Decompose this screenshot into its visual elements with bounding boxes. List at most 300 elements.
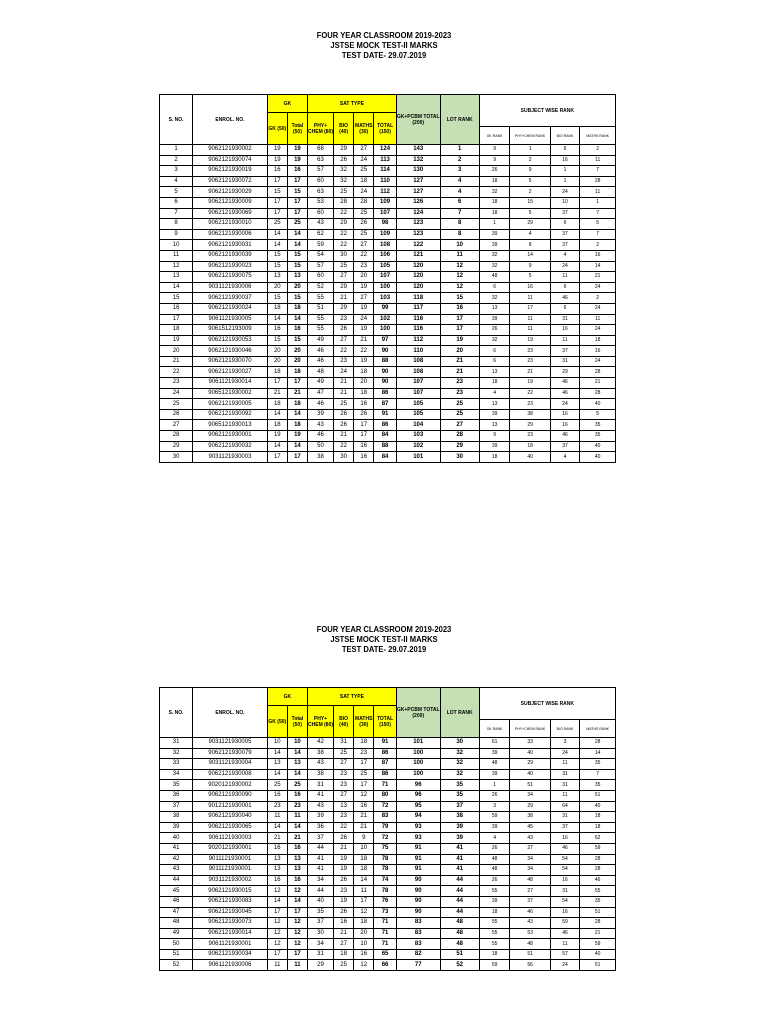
table-row — [160, 208, 616, 219]
cell-phy-chem-rank: 14 — [510, 250, 550, 261]
cell-phy-chem-rank: 15 — [510, 197, 550, 208]
cell-gk-rank: 9 — [479, 155, 510, 166]
cell-bio-rank: 24 — [550, 960, 580, 971]
table-row — [160, 939, 616, 950]
cell-lot-rank: 16 — [440, 303, 479, 314]
title-line-3: TEST DATE- 29.07.2019 — [341, 51, 427, 60]
cell-phy-chem: 59 — [308, 240, 334, 251]
cell-bio: 32 — [334, 176, 354, 187]
cell-gk-total: 14 — [287, 240, 307, 251]
cell-sno: 43 — [160, 865, 193, 876]
cell-enrol-no: 9065121930013 — [193, 420, 268, 431]
cell-bio-rank: 46 — [550, 388, 580, 399]
cell-sno: 26 — [160, 409, 193, 420]
cell-sat-total: 65 — [374, 949, 397, 960]
cell-gk-rank: 61 — [479, 738, 510, 749]
cell-enrol-no: 9012121930001 — [193, 801, 268, 812]
cell-phy-chem: 53 — [308, 197, 334, 208]
cell-phy-chem: 51 — [308, 303, 334, 314]
cell-gk-total: 14 — [287, 229, 307, 240]
cell-gk-pcbm-total: 108 — [396, 367, 440, 378]
cell-maths: 27 — [354, 240, 374, 251]
cell-maths: 16 — [354, 441, 374, 452]
cell-gk-rank: 48 — [479, 272, 510, 283]
cell-bio: 29 — [334, 219, 354, 230]
cell-gk: 14 — [267, 769, 287, 780]
cell-gk-pcbm-total: 91 — [396, 843, 440, 854]
cell-bio-rank: 31 — [550, 780, 580, 791]
cell-gk-rank: 59 — [479, 960, 510, 971]
cell-enrol-no: 9062121930014 — [193, 928, 268, 939]
cell-lot-rank: 48 — [440, 928, 479, 939]
cell-lot-rank: 10 — [440, 240, 479, 251]
cell-sno: 44 — [160, 875, 193, 886]
cell-maths-rank: 62 — [580, 833, 616, 844]
header-phy-chem-80: PHY+ CHEM (80) — [308, 706, 334, 738]
table-row — [160, 928, 616, 939]
cell-maths: 18 — [354, 738, 374, 749]
cell-enrol-no: 9062121930005 — [193, 399, 268, 410]
cell-maths: 22 — [354, 346, 374, 357]
table-row — [160, 738, 616, 749]
cell-gk: 12 — [267, 918, 287, 929]
cell-maths-rank: 28 — [580, 854, 616, 865]
cell-gk-pcbm-total: 100 — [396, 769, 440, 780]
cell-phy-chem: 60 — [308, 176, 334, 187]
cell-sat-total: 106 — [374, 250, 397, 261]
cell-lot-rank: 41 — [440, 843, 479, 854]
cell-enrol-no: 9062121930009 — [193, 197, 268, 208]
cell-sat-total: 124 — [374, 145, 397, 156]
table-row — [160, 441, 616, 452]
cell-bio: 21 — [334, 843, 354, 854]
cell-enrol-no: 9062121930090 — [193, 790, 268, 801]
cell-bio: 25 — [334, 748, 354, 759]
cell-gk-rank: 39 — [479, 769, 510, 780]
cell-sno: 18 — [160, 325, 193, 336]
cell-enrol-no: 9031121930005 — [193, 738, 268, 749]
cell-maths: 20 — [354, 378, 374, 389]
cell-sat-total: 90 — [374, 378, 397, 389]
cell-gk-total: 12 — [287, 886, 307, 897]
cell-gk: 13 — [267, 272, 287, 283]
header-sat-type: SAT TYPE — [308, 688, 397, 706]
header-total-150: TOTAL (150) — [374, 706, 397, 738]
cell-phy-chem-rank: 34 — [510, 854, 550, 865]
cell-bio-rank: 16 — [550, 155, 580, 166]
cell-maths: 20 — [354, 928, 374, 939]
cell-phy-chem-rank: 37 — [510, 896, 550, 907]
table-row — [160, 960, 616, 971]
cell-sno: 12 — [160, 261, 193, 272]
cell-gk-total: 14 — [287, 896, 307, 907]
cell-gk-pcbm-total: 90 — [396, 875, 440, 886]
table-row — [160, 303, 616, 314]
cell-enrol-no: 9062121930037 — [193, 293, 268, 304]
cell-gk-rank: 13 — [479, 367, 510, 378]
cell-phy-chem: 49 — [308, 335, 334, 346]
cell-phy-chem-rank: 5 — [510, 272, 550, 283]
cell-gk-pcbm-total: 103 — [396, 431, 440, 442]
cell-lot-rank: 7 — [440, 208, 479, 219]
cell-bio-rank: 54 — [550, 865, 580, 876]
cell-gk: 25 — [267, 780, 287, 791]
cell-phy-chem: 57 — [308, 166, 334, 177]
cell-enrol-no: 9061121930005 — [193, 314, 268, 325]
cell-phy-chem: 55 — [308, 325, 334, 336]
cell-bio-rank: 11 — [550, 335, 580, 346]
cell-bio-rank: 37 — [550, 441, 580, 452]
cell-sat-total: 72 — [374, 833, 397, 844]
cell-sno: 27 — [160, 420, 193, 431]
cell-sno: 36 — [160, 790, 193, 801]
cell-gk-rank: 1 — [479, 780, 510, 791]
cell-bio-rank: 31 — [550, 356, 580, 367]
header-row-1 — [160, 688, 616, 706]
cell-sno: 1 — [160, 145, 193, 156]
cell-enrol-no: 9061512193009 — [193, 325, 268, 336]
cell-gk-total: 23 — [287, 801, 307, 812]
cell-maths-rank: 35 — [580, 759, 616, 770]
cell-sno: 20 — [160, 346, 193, 357]
cell-gk-pcbm-total: 95 — [396, 801, 440, 812]
cell-gk-rank: 26 — [479, 875, 510, 886]
cell-gk-rank: 48 — [479, 854, 510, 865]
header-total-50: Total (50) — [287, 706, 307, 738]
cell-gk: 15 — [267, 261, 287, 272]
cell-phy-chem: 43 — [308, 420, 334, 431]
cell-maths: 17 — [354, 420, 374, 431]
cell-maths: 26 — [354, 409, 374, 420]
cell-maths-rank: 28 — [580, 865, 616, 876]
table-row — [160, 875, 616, 886]
cell-gk-total: 20 — [287, 356, 307, 367]
cell-enrol-no: 9062121930006 — [193, 229, 268, 240]
cell-maths-rank: 51 — [580, 907, 616, 918]
cell-enrol-no: 9062121930073 — [193, 918, 268, 929]
cell-bio: 22 — [334, 240, 354, 251]
cell-gk: 19 — [267, 431, 287, 442]
cell-enrol-no: 9062121930032 — [193, 441, 268, 452]
header-gk-50: GK (50) — [267, 706, 287, 738]
cell-sat-total: 91 — [374, 409, 397, 420]
cell-gk: 18 — [267, 399, 287, 410]
header-bio-40: BIO (40) — [334, 706, 354, 738]
cell-bio: 27 — [334, 939, 354, 950]
cell-gk-pcbm-total: 120 — [396, 272, 440, 283]
header-total-150: TOTAL (150) — [374, 113, 397, 145]
header-gk-pcbm-total: GK+PCBM TOTAL (200) — [396, 95, 440, 145]
cell-phy-chem-rank: 40 — [510, 452, 550, 463]
cell-sno: 13 — [160, 272, 193, 283]
cell-bio-rank: 57 — [550, 949, 580, 960]
cell-bio: 26 — [334, 155, 354, 166]
cell-sat-total: 113 — [374, 155, 397, 166]
cell-bio: 22 — [334, 346, 354, 357]
cell-sno: 50 — [160, 939, 193, 950]
cell-gk-total: 16 — [287, 166, 307, 177]
cell-gk-total: 12 — [287, 928, 307, 939]
cell-maths: 23 — [354, 261, 374, 272]
cell-lot-rank: 28 — [440, 431, 479, 442]
cell-gk-rank: 18 — [479, 452, 510, 463]
cell-bio: 19 — [334, 865, 354, 876]
cell-maths: 25 — [354, 208, 374, 219]
cell-phy-chem: 49 — [308, 378, 334, 389]
cell-gk-rank: 55 — [479, 918, 510, 929]
cell-maths: 25 — [354, 229, 374, 240]
cell-enrol-no: 9062121930024 — [193, 303, 268, 314]
cell-phy-chem: 50 — [308, 441, 334, 452]
cell-maths-rank: 16 — [580, 250, 616, 261]
cell-gk-rank: 13 — [479, 303, 510, 314]
cell-gk: 16 — [267, 790, 287, 801]
cell-lot-rank: 48 — [440, 918, 479, 929]
cell-bio: 22 — [334, 229, 354, 240]
cell-sat-total: 80 — [374, 790, 397, 801]
cell-gk-total: 14 — [287, 314, 307, 325]
cell-bio: 26 — [334, 420, 354, 431]
cell-gk: 14 — [267, 748, 287, 759]
cell-gk: 13 — [267, 854, 287, 865]
cell-gk-pcbm-total: 116 — [396, 325, 440, 336]
cell-gk-total: 14 — [287, 441, 307, 452]
cell-phy-chem-rank: 1 — [510, 145, 550, 156]
cell-gk-pcbm-total: 130 — [396, 166, 440, 177]
cell-bio-rank: 16 — [550, 875, 580, 886]
cell-sat-total: 102 — [374, 314, 397, 325]
cell-gk-rank: 6 — [479, 346, 510, 357]
cell-bio-rank: 16 — [550, 833, 580, 844]
cell-phy-chem-rank: 2 — [510, 155, 550, 166]
cell-gk-total: 15 — [287, 261, 307, 272]
header-sno: S. NO. — [160, 688, 193, 738]
cell-lot-rank: 44 — [440, 907, 479, 918]
cell-bio: 29 — [334, 145, 354, 156]
cell-gk-pcbm-total: 127 — [396, 187, 440, 198]
cell-gk-pcbm-total: 96 — [396, 780, 440, 791]
table-row — [160, 314, 616, 325]
cell-phy-chem: 60 — [308, 208, 334, 219]
table-row — [160, 865, 616, 876]
table-row — [160, 409, 616, 420]
cell-enrol-no: 9062121930092 — [193, 409, 268, 420]
cell-sat-total: 75 — [374, 843, 397, 854]
cell-phy-chem-rank: 23 — [510, 431, 550, 442]
cell-gk-total: 15 — [287, 187, 307, 198]
cell-phy-chem-rank: 51 — [510, 780, 550, 791]
cell-sno: 7 — [160, 208, 193, 219]
cell-bio-rank: 1 — [550, 176, 580, 187]
cell-gk: 17 — [267, 907, 287, 918]
header-lot-rank: LOT RANK — [440, 95, 479, 145]
cell-sno: 33 — [160, 759, 193, 770]
cell-gk-pcbm-total: 117 — [396, 303, 440, 314]
cell-gk: 11 — [267, 960, 287, 971]
cell-bio-rank: 31 — [550, 812, 580, 823]
cell-gk-pcbm-total: 116 — [396, 314, 440, 325]
cell-sat-total: 71 — [374, 918, 397, 929]
table-row — [160, 187, 616, 198]
cell-phy-chem-rank: 2 — [510, 187, 550, 198]
cell-gk-pcbm-total: 100 — [396, 759, 440, 770]
cell-sno: 3 — [160, 166, 193, 177]
cell-enrol-no: 9062121930083 — [193, 896, 268, 907]
cell-gk: 12 — [267, 939, 287, 950]
cell-bio-rank: 16 — [550, 907, 580, 918]
cell-sat-total: 78 — [374, 865, 397, 876]
cell-enrol-no: 9062121930001 — [193, 431, 268, 442]
cell-gk-total: 13 — [287, 272, 307, 283]
cell-enrol-no: 9062121930053 — [193, 335, 268, 346]
cell-maths: 17 — [354, 431, 374, 442]
cell-enrol-no: 9062121930027 — [193, 367, 268, 378]
cell-maths-rank: 35 — [580, 780, 616, 791]
header-maths-30: MATHS (30) — [354, 113, 374, 145]
cell-sno: 5 — [160, 187, 193, 198]
table-row — [160, 854, 616, 865]
cell-phy-chem-rank: 48 — [510, 939, 550, 950]
cell-enrol-no: 9062121930010 — [193, 219, 268, 230]
cell-maths-rank: 28 — [580, 367, 616, 378]
cell-gk-pcbm-total: 107 — [396, 378, 440, 389]
cell-gk-total: 15 — [287, 335, 307, 346]
cell-phy-chem-rank: 23 — [510, 356, 550, 367]
cell-lot-rank: 35 — [440, 790, 479, 801]
cell-sat-total: 86 — [374, 420, 397, 431]
table-row — [160, 378, 616, 389]
cell-bio: 26 — [334, 907, 354, 918]
cell-maths: 19 — [354, 282, 374, 293]
cell-bio-rank: 31 — [550, 886, 580, 897]
cell-phy-chem: 47 — [308, 388, 334, 399]
cell-phy-chem-rank: 56 — [510, 960, 550, 971]
table-row — [160, 356, 616, 367]
cell-maths-rank: 7 — [580, 166, 616, 177]
cell-gk: 19 — [267, 145, 287, 156]
cell-phy-chem-rank: 11 — [510, 325, 550, 336]
cell-gk-total: 12 — [287, 918, 307, 929]
title-line-2: JSTSE MOCK TEST-II MARKS — [330, 635, 438, 644]
cell-gk-total: 17 — [287, 452, 307, 463]
cell-bio: 22 — [334, 441, 354, 452]
cell-enrol-no: 9062121930079 — [193, 748, 268, 759]
cell-sno: 11 — [160, 250, 193, 261]
cell-gk-total: 13 — [287, 759, 307, 770]
cell-bio-rank: 31 — [550, 314, 580, 325]
cell-enrol-no: 9062121930069 — [193, 208, 268, 219]
cell-sat-total: 79 — [374, 822, 397, 833]
cell-maths: 24 — [354, 187, 374, 198]
cell-bio: 23 — [334, 812, 354, 823]
cell-lot-rank: 44 — [440, 896, 479, 907]
cell-gk-rank: 4 — [479, 388, 510, 399]
cell-sno: 41 — [160, 843, 193, 854]
table-row — [160, 886, 616, 897]
table-row — [160, 399, 616, 410]
cell-gk-total: 14 — [287, 748, 307, 759]
cell-phy-chem-rank: 16 — [510, 282, 550, 293]
cell-maths-rank: 59 — [580, 843, 616, 854]
cell-lot-rank: 12 — [440, 261, 479, 272]
cell-phy-chem: 34 — [308, 875, 334, 886]
cell-maths-rank: 24 — [580, 356, 616, 367]
cell-phy-chem-rank: 4 — [510, 229, 550, 240]
cell-phy-chem: 44 — [308, 886, 334, 897]
cell-maths: 16 — [354, 399, 374, 410]
cell-gk-rank: 26 — [479, 790, 510, 801]
cell-gk-total: 17 — [287, 208, 307, 219]
cell-gk: 11 — [267, 812, 287, 823]
cell-gk-pcbm-total: 132 — [396, 155, 440, 166]
cell-sat-total: 86 — [374, 769, 397, 780]
cell-sat-total: 98 — [374, 219, 397, 230]
cell-lot-rank: 3 — [440, 166, 479, 177]
cell-sat-total: 73 — [374, 907, 397, 918]
cell-bio: 21 — [334, 388, 354, 399]
cell-sat-total: 100 — [374, 282, 397, 293]
cell-bio-rank: 11 — [550, 272, 580, 283]
cell-enrol-no: 9062121930046 — [193, 346, 268, 357]
cell-phy-chem: 48 — [308, 367, 334, 378]
cell-phy-chem: 41 — [308, 865, 334, 876]
cell-maths-rank: 16 — [580, 346, 616, 357]
table-row — [160, 240, 616, 251]
cell-lot-rank: 23 — [440, 378, 479, 389]
cell-gk-pcbm-total: 123 — [396, 229, 440, 240]
cell-bio-rank: 64 — [550, 801, 580, 812]
table-row — [160, 293, 616, 304]
cell-gk-rank: 55 — [479, 886, 510, 897]
cell-maths-rank: 55 — [580, 886, 616, 897]
cell-lot-rank: 17 — [440, 325, 479, 336]
cell-gk-pcbm-total: 123 — [396, 219, 440, 230]
cell-maths: 26 — [354, 219, 374, 230]
cell-lot-rank: 25 — [440, 409, 479, 420]
header-maths-rank: MATHS RANK — [580, 720, 616, 738]
cell-bio: 31 — [334, 738, 354, 749]
title-line-1: FOUR YEAR CLASSROOM 2019-2023 — [316, 31, 452, 40]
cell-bio-rank: 24 — [550, 261, 580, 272]
cell-sat-total: 74 — [374, 875, 397, 886]
cell-phy-chem-rank: 19 — [510, 378, 550, 389]
cell-maths-rank: 21 — [580, 378, 616, 389]
cell-gk-pcbm-total: 107 — [396, 388, 440, 399]
cell-maths-rank: 14 — [580, 748, 616, 759]
cell-phy-chem-rank: 29 — [510, 801, 550, 812]
cell-gk-pcbm-total: 91 — [396, 854, 440, 865]
cell-enrol-no: 9062121930002 — [193, 145, 268, 156]
cell-sat-total: 91 — [374, 738, 397, 749]
cell-gk-total: 17 — [287, 949, 307, 960]
cell-gk-total: 25 — [287, 219, 307, 230]
cell-lot-rank: 32 — [440, 759, 479, 770]
header-bio-rank: BIO RANK — [550, 720, 580, 738]
cell-lot-rank: 39 — [440, 822, 479, 833]
cell-gk-total: 11 — [287, 960, 307, 971]
cell-bio: 13 — [334, 801, 354, 812]
cell-bio-rank: 37 — [550, 240, 580, 251]
cell-bio-rank: 11 — [550, 939, 580, 950]
header-gk: GK — [267, 95, 307, 113]
cell-maths-rank: 7 — [580, 229, 616, 240]
cell-gk-total: 16 — [287, 875, 307, 886]
cell-lot-rank: 4 — [440, 187, 479, 198]
cell-gk: 19 — [267, 155, 287, 166]
cell-lot-rank: 8 — [440, 229, 479, 240]
cell-bio: 23 — [334, 314, 354, 325]
cell-gk: 12 — [267, 928, 287, 939]
